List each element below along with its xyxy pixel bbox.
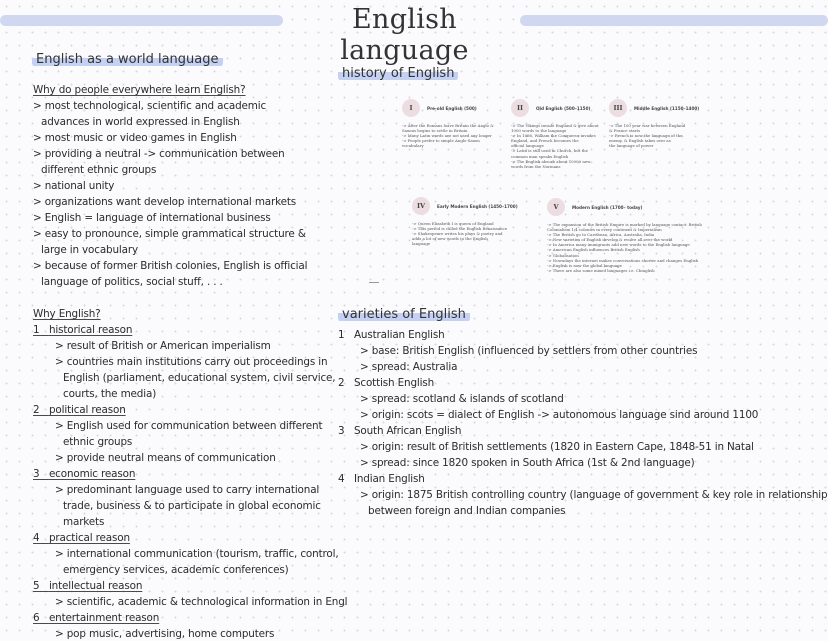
era-note: -> The expansion of the British Empire is marked by language contact: British — [547, 222, 702, 227]
era-3 — [609, 99, 699, 148]
variety-line: > spread: since 1820 spoken in South Africa (1st & 2nd language) — [360, 457, 695, 469]
era-2 — [511, 99, 599, 169]
era-number-badge: I — [402, 99, 420, 117]
world-line: > easy to pronounce, simple grammatical structure & — [33, 228, 306, 240]
era-title: Early Modern English (1450–1700) — [437, 203, 518, 209]
era-note: -> There are also some mixed languages i.e. Chinglish — [547, 267, 655, 273]
reason-title: 2 political reason — [33, 404, 126, 416]
reason-line: > predominant language used to carry international — [55, 484, 320, 496]
world-heading-text: English as a world language — [32, 52, 223, 67]
era-note: enemy, & English takes over as — [609, 138, 671, 144]
reason-title: 5 intellectual reason — [33, 580, 143, 592]
era-note: adds a lot of new words to the English — [412, 236, 488, 242]
world-section — [33, 82, 308, 290]
era-note: -> In 1066, William the Conqueror invades — [511, 133, 596, 139]
reason-line: > English used for communication between different — [55, 420, 323, 432]
era-title: Old English (500–1150) — [536, 105, 591, 111]
era-note: England, and French becomes the — [511, 138, 579, 144]
era-note: Saxons begins to settle in Britain — [402, 128, 468, 134]
era-title: Modern English (1700– today) — [572, 204, 643, 210]
why-heading: Why English? — [33, 308, 101, 320]
era-note: -> New varieties of English develop & evolve all over the world — [547, 237, 673, 243]
era-note: the language of power — [609, 143, 654, 149]
varieties-heading — [332, 307, 476, 323]
era-note: language — [412, 241, 431, 247]
era-note: -> French is now the language of the — [609, 133, 683, 139]
world-line: > national unity — [33, 180, 115, 192]
era-note: -> The British go to Carribean, Africa, Australia, India — [547, 232, 655, 238]
reason-line: > countries main institutions carry out proceedings in — [55, 356, 328, 368]
history-heading-text: history of English — [338, 66, 458, 81]
reason-line: trade, business & to participate in global economic — [63, 500, 321, 512]
world-line: advances in world expressed in English — [41, 116, 240, 128]
history-heading — [332, 66, 464, 82]
world-line: > providing a neutral -> communication between — [33, 148, 285, 160]
reason-line: English (parliament, educational system, civil service, — [63, 372, 336, 384]
world-line: language of politics, social stuff, . . . — [41, 276, 223, 288]
era-note: -> People prefer to simple Anglo-Saxon — [402, 138, 480, 144]
era-note: -> American English influences British English — [547, 247, 640, 253]
era-note: -> Queen Elizabeth I is queen of England — [412, 221, 494, 226]
reason-line: > international communication (tourism, traffic, control, — [55, 548, 339, 560]
era-note: -> This period is called the English Renaissance — [412, 226, 508, 232]
reason-line: courts, the media) — [63, 388, 157, 400]
era-note: -> The Vikings invade England & give about — [511, 123, 599, 128]
varieties-section — [338, 327, 828, 519]
era-note: -> Nowadays the internet makes conversations shorter and changes English — [547, 257, 699, 263]
variety-line: > origin: result of British settlements (1820 in Eastern Cape, 1848-51 in Natal — [360, 441, 754, 453]
era-note: & France starts — [609, 128, 641, 134]
world-line: > most technological, scientific and academic — [33, 100, 267, 112]
varieties-heading-text: varieties of English — [338, 307, 470, 322]
reason-title: 6 entertainment reason — [33, 612, 160, 624]
world-question: Why do people everywhere learn English? — [33, 84, 246, 96]
page-title: English language — [340, 4, 469, 66]
variety-line: between foreign and Indian companies — [368, 505, 566, 517]
variety-name: 2 Scottish English — [338, 377, 435, 389]
era-note: -> Latin is still used in Church, but the — [511, 148, 588, 154]
variety-name: 3 South African English — [338, 425, 462, 437]
era-note: -> Many Latin words are not used any longer — [402, 133, 492, 139]
era-title: Pre-old English (500) — [427, 105, 477, 111]
era-note: 1000 words to the language — [511, 128, 567, 134]
world-line: > English = language of international business — [33, 212, 271, 224]
reason-line: > result of British or American imperialism — [55, 340, 271, 352]
variety-line: > base: British English (influenced by settlers from other countries — [360, 345, 698, 357]
why-section — [33, 306, 348, 641]
variety-name: 1 Australian English — [338, 329, 445, 341]
era-note: official language — [511, 143, 544, 149]
reason-line: markets — [63, 516, 105, 528]
variety-line: > origin: 1875 British controlling country (language of government & key role in relationship — [360, 489, 828, 501]
reason-line: > pop music, advertising, home computers — [55, 628, 275, 640]
era-note: -> In America many immigrants add new words to the English language — [547, 242, 690, 248]
variety-line: > spread: scotland & islands of scotland — [360, 393, 564, 405]
era-note: common man speaks English — [511, 153, 569, 159]
variety-name: 4 Indian English — [338, 473, 425, 485]
world-line: > because of former British colonies, English is official — [33, 260, 308, 272]
era-number-badge: IV — [412, 197, 430, 215]
era-note: -> The English absorb about 10000 new — [511, 158, 591, 164]
variety-line: > spread: Australia — [360, 361, 458, 373]
era-title: Middle English (1150–1400) — [634, 105, 700, 111]
variety-line: > origin: scots = dialect of English -> autonomous language sind around 1100 — [360, 409, 759, 421]
era-number-badge: II — [511, 99, 529, 117]
world-line: different ethnic groups — [41, 164, 157, 176]
era-1 — [402, 99, 494, 148]
era-note: -> Globalisation — [547, 252, 579, 258]
title-highlight-left — [0, 15, 283, 26]
era-5 — [547, 198, 702, 273]
world-line: > organizations want develop international markets — [33, 196, 297, 208]
reason-line: ethnic groups — [63, 436, 133, 448]
reason-line: emergency services, academic conferences) — [63, 564, 289, 576]
era-number-badge: V — [547, 198, 565, 216]
era-note: -> Shakespeare writes his plays & poetry and — [412, 231, 503, 237]
world-line: large in vocabulary — [41, 244, 139, 256]
reason-title: 4 practical reason — [33, 532, 130, 544]
reason-line: > scientific, academic & technological information in Engl — [55, 596, 348, 608]
era-note: words from the Normans — [511, 163, 561, 169]
era-note: Colonialism 1/4 colonies in every continent & Imperialism — [547, 227, 662, 233]
era-note: -> After the Romans leave Britain the Anglo & — [402, 123, 494, 128]
era-number-badge: III — [609, 99, 627, 117]
reason-title: 1 historical reason — [33, 324, 133, 336]
world-line: > most music or video games in English — [33, 132, 237, 144]
era-4 — [412, 197, 518, 246]
reason-title: 3 economic reason — [33, 468, 136, 480]
reason-line: > provide neutral means of communication — [55, 452, 276, 464]
era-note: vocabulary — [402, 143, 424, 149]
divider — [369, 282, 379, 283]
title-highlight-right — [520, 15, 828, 26]
era-note: -> English is now the global language — [547, 262, 622, 268]
era-note: -> The 100 year war between England — [609, 123, 686, 128]
world-heading — [26, 52, 229, 68]
